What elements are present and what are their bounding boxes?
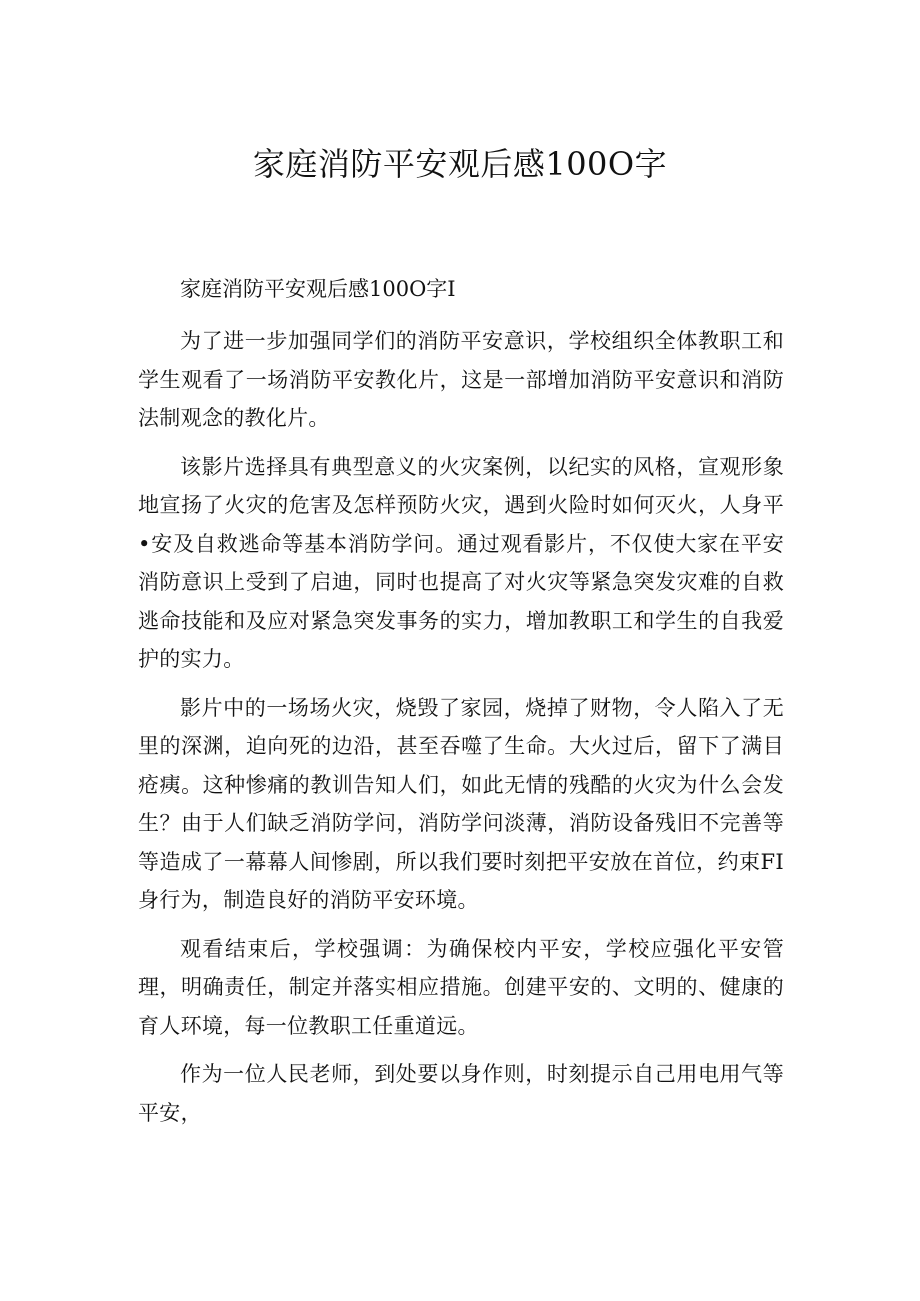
document-title: 家庭消防平安观后感100O字 [252, 145, 668, 183]
paragraph-4: 观看结束后，学校强调：为确保校内平安，学校应强化平安管理，明确责任，制定并落实相应措施。创建平安的、文明的、健康的育人环境，每一位教职工任重道远。 [138, 936, 784, 1038]
paragraph-2: 该影片选择具有典型意义的火灾案例，以纪实的风格，宣观形象地宣扬了火灾的危害及怎样预防火灾，遇到火险时如何灭火，人身平•安及自救逃命等基本消防学问。通过观看影片，不仅使大家在平安消防意识上受到了启迪，同时也提高了对火灾等紧急突发灾难的自救逃命技能和及应对紧急突发事务的实力，增加教职工和学生的自我爱护的实力。 [138, 454, 784, 671]
paragraph-1: 为了进一步加强同学们的消防平安意识，学校组织全体教职工和学生观看了一场消防平安教化片，这是一部增加消防平安意识和消防法制观念的教化片。 [138, 329, 784, 430]
paragraph-5: 作为一位人民老师，到处要以身作则，时刻提示自己用电用气等平安， [138, 1062, 784, 1125]
section-heading: 家庭消防平安观后感100O字I [180, 277, 456, 301]
document-body [138, 270, 784, 1142]
paragraph-3: 影片中的一场场火灾，烧毁了家园，烧掉了财物，令人陷入了无里的深渊，迫向死的边沿，甚至吞噬了生命。大火过后，留下了满目疮痍。这种惨痛的教训告知人们，如此无情的残酷的火灾为什么会发生？由于人们缺乏消防学问，消防学问淡薄，消防设备残旧不完善等等造成了一幕幕人间惨剧，所以我们要时刻把平安放在首位，约束FI身行为，制造良好的消防平安环境。 [138, 695, 784, 912]
